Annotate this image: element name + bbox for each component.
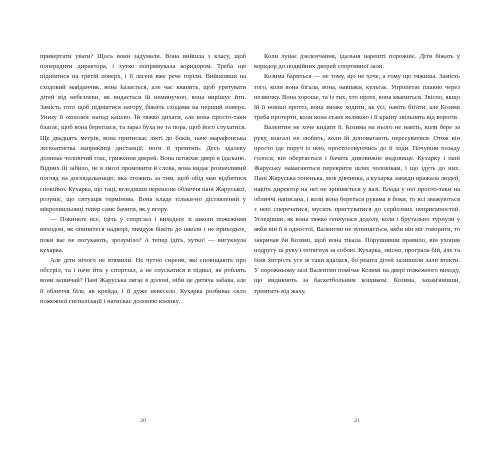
right-paragraph-3: Валентин не хоче кидати її. Козима на нього не навіть, коли бере за руку, взагалі не любить, коли їй допомагають пересуватися. Отож він просто іде поруч із нею, простосовуючись до її ходи. Почувши позаду голоси, він обертається і бачить дивовижне видовище. Кухарку і пані Жаруську намагаються перекрити шлях чоловікам, і що ідуть до них. Пані Жаруська тоненька, мов дівчинка, а кухарка завжди вражала людей, навіть директор на неї не зрівняється у вазі. Влада у неї просто-таки на обличчі написана, і коли вона береться рукама в боки, то всі зважуються з нею сперечатися, мусить пригтуватися до серйозних неприємностей. Угледівши, як вона тяжко гепнулася додолу, коли і брутально турнули у якби він її в одностої, Валентин не зупиняється, якби він міг говорити, то закричав би Козимі, щоб вона тікала. Порушивши правило, він ухопив подругу за руку і потягнув за собою. Кухарка, звісно, програла бій, але та їхня хитрість усе ж таки вдалася, бо решта дітей залишили зали втекти. У порожньому залі Валентин помічає Козимі на двері пожежного виходу, що виднюють за баскетбольним кошиком. Козима, захам'янівши, тремтить від жаху. bbox=[254, 124, 460, 295]
left-paragraph-3: Але діти нічого не втямили. Не чутно сирени, які сповіщають про обстріл, та і наче йти у спортзал, а не спускатися в підвал, як роблять вони зазвичай? Пані Жаруська лягає в долоні, ніби це дитяча забава, але її обличчя біле, як крейда, і її дуже невесело. Кухарка розбиває скло пожежної сигналізації і натискає долонею кнопку. bbox=[40, 257, 246, 305]
right-page bbox=[254, 52, 460, 297]
left-page bbox=[40, 52, 246, 307]
page-number-right: 21 bbox=[354, 418, 360, 424]
right-paragraph-1: Коли лунає дзеленчання, їдальня нарешті порожніє. Діти біжать у коридор до подвійних дверей спортивної зали. bbox=[254, 53, 460, 71]
page-number-left: 20 bbox=[140, 418, 146, 424]
left-paragraph-1: привертати уваги? Щось вони задумали. Вона вийшла з класу, щоб попередити директора, і хутко попрямувала коридором. Треба ще підніятися на третій поверх, і її легені вже рече горiли. Вийшовши на сходовий майданчик, вона kaзається, але час квапить, щоб урятувати дітей від небезпеки, як видається їй неминучою, вона вирішує йти. Замість того щоб підніятися нагору, біжить сходами на перший поверх. Унизу її охоплює напад кашлю. Їй тяжко дихати, але вона просто-таки благає, щоб вона береглася, та зараз буха не та пора, щоб його слухатися. Ще двадцять метрів, вона притискає лікті до боків, наче марафонська легкоатлетка наприкінці дистанції; ноги її тремтять. Десь здалеку долинає чоловічий глас, гриження дверей. Вона штовхає двері в їдальню. Відних їй забило, не в змозі промовити й слова, вона кидає розпачливий погляд на доглядальницю, яка стежить за тим, щоб обід мав відбитися спокійно. Кухарка, що таці, вгледівши перешоне обличчя пані Жаруської, розуміє, що ситуація термінова. Вона кладе тільки-но діставлений у мікрохвильовці тепер саме бачити, як у вгору. bbox=[40, 53, 246, 214]
left-paragraph-2: — Покиньте все, ідіть у спортзал і виходьте зі школи пожежним виходом, як опинитеся надворі, чимдуж біжіть до школи і не приходьте, поки вас не погукають, зрозуміло? А тепер ідіть, хутко! — вигукнула кухарка. bbox=[40, 216, 246, 254]
right-paragraph-2: Козима бариться — не тому, що не хоче, а тому що тяжиша. Замість того, коли вона бігала, вона, навпаки, кульгає. Упропетає плавно через незвичку. Вона хороше, та із тих, хто проте, вона квапиться. Звісно, якщо їй її новіші протез, вона зможе ходити, як усі, навіть бігати; але Козимі треба протерти, коли вона стане великою і її країну звільнять від ворогів. bbox=[254, 73, 460, 122]
